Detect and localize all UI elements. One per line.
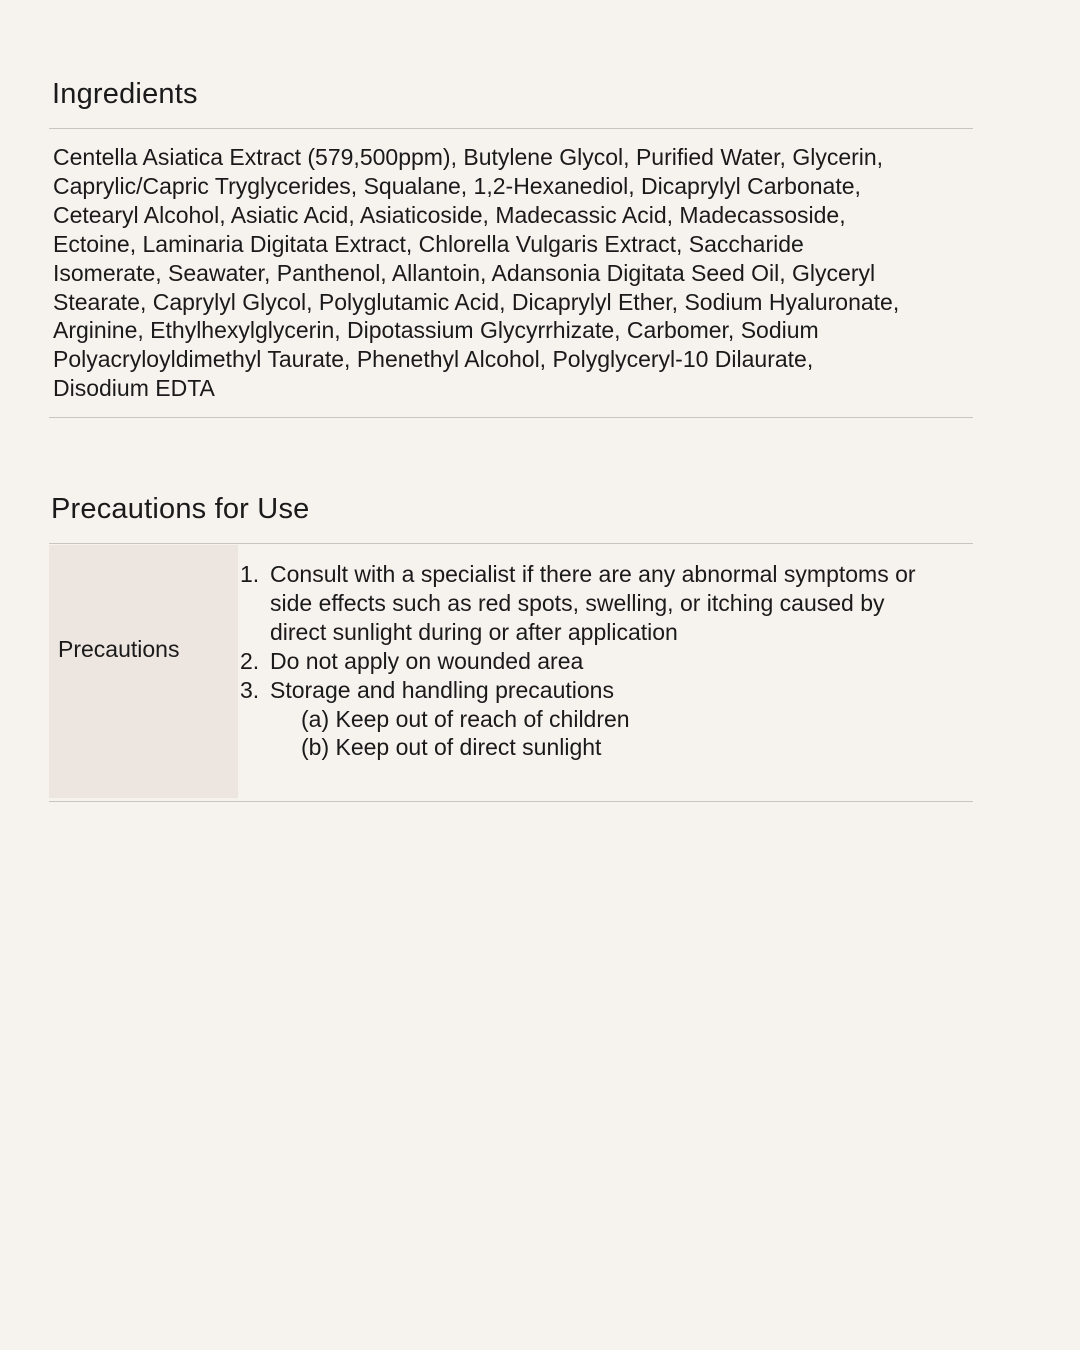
precaution-sub-item-a: (a) Keep out of reach of children [301, 705, 630, 732]
precautions-section-title: Precautions for Use [51, 493, 310, 525]
precautions-label-cell [49, 545, 238, 798]
precaution-item-1 [240, 560, 980, 647]
precaution-sub-item-b: (b) Keep out of direct sunlight [301, 734, 602, 761]
precaution-item-number: 3. [240, 676, 260, 703]
ingredients-title: Ingredients [52, 78, 198, 110]
precautions-table [49, 545, 973, 800]
precaution-item-number: 2. [240, 647, 260, 674]
precautions-label: Precautions [58, 636, 180, 662]
ingredients-list-text: Centella Asiatica Extract (579,500ppm), Butylene Glycol, Purified Water, Glycerin, Caprylic/Capric Tryglycerides, Squalane, 1,2-Hexanediol, Dicaprylyl Carbonate, Cetearyl Alcohol, Asiatic Acid, Asiaticoside, Madecassic Acid, Madecassoside, Ectoine, Laminaria Digitata Extract, Chlorella Vulgaris Extract, Saccharide Isomerate, Seawater, Panthenol, Allantoin, Adansonia Digitata Seed Oil, Glyceryl Stearate, Caprylyl Glycol, Polyglutamic Acid, Dicaprylyl Ether, Sodium Hyaluronate, Arginine, Ethylhexylglycerin, Dipotassium Glycyrrhizate, Carbomer, Sodium Polyacryloyldimethyl Taurate, Phenethyl Alcohol, Polyglyceryl-10 Dilaurate, Disodium EDTA [53, 144, 900, 402]
precaution-item-line: Consult with a specialist if there are any abnormal symptoms or [270, 561, 916, 587]
precautions-top-divider [49, 543, 973, 544]
precaution-item-line: direct sunlight during or after application [270, 618, 678, 645]
precaution-item-2 [240, 647, 980, 676]
precaution-item-line: Storage and handling precautions [270, 676, 614, 703]
precautions-list [240, 560, 980, 762]
precaution-item-line: Do not apply on wounded area [270, 647, 584, 674]
precautions-bottom-divider [49, 801, 973, 802]
precaution-item-number: 1. [240, 561, 260, 587]
precaution-item-line: side effects such as red spots, swelling, or itching caused by [270, 589, 885, 616]
ingredients-top-divider [49, 128, 973, 129]
precaution-item-3 [240, 676, 980, 763]
ingredients-bottom-divider [49, 417, 973, 418]
